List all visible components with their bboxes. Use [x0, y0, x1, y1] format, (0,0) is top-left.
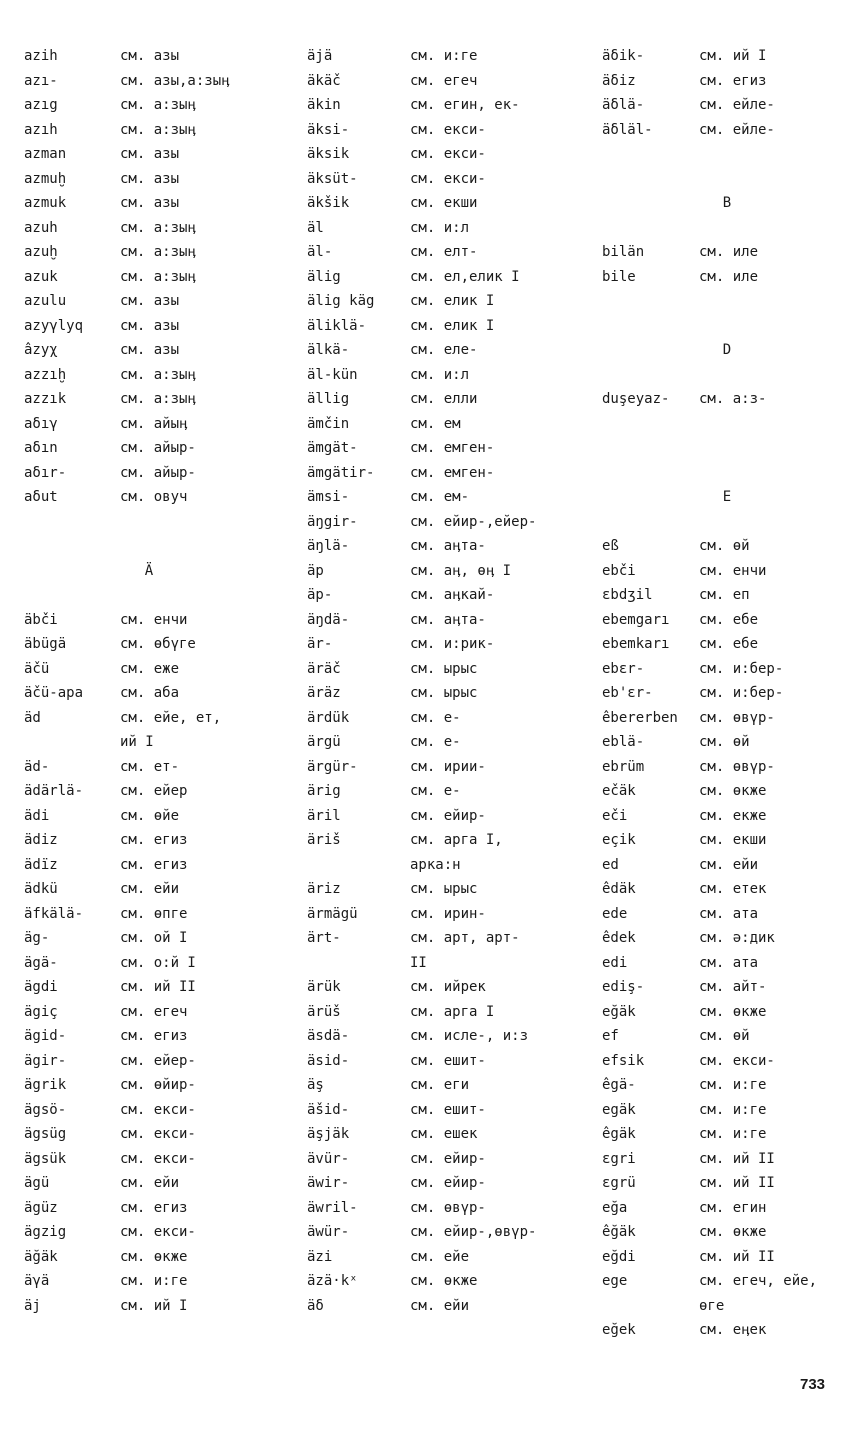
- cross-reference: см. екси-: [699, 1052, 775, 1069]
- cross-reference: см. еп: [699, 587, 750, 603]
- headword: êdäk: [602, 881, 636, 897]
- cross-reference: см. ешек: [410, 1126, 478, 1142]
- cross-reference: см. ирии-: [410, 758, 486, 775]
- headword: äkäč: [307, 72, 341, 89]
- cross-reference: см. емген-: [410, 440, 495, 456]
- cross-reference: см. ейир-,өвүр-: [410, 1224, 537, 1240]
- headword: azıg: [24, 97, 58, 113]
- headword: êbererben: [602, 709, 678, 726]
- headword: äŋlä-: [307, 538, 350, 554]
- headword: äkin: [307, 97, 341, 113]
- cross-reference: см. айыр-: [120, 440, 196, 456]
- cross-reference: арка:н: [410, 856, 461, 873]
- cross-reference: см. ейле-: [699, 97, 775, 113]
- headword: ällig: [307, 391, 350, 407]
- cross-reference: см. ой I: [120, 930, 188, 946]
- cross-reference: II: [410, 954, 427, 971]
- headword: äğäk: [24, 1248, 58, 1265]
- headword: äδiz: [602, 72, 636, 89]
- cross-reference: см. аӊта-: [410, 538, 486, 554]
- cross-reference: см. өкже: [699, 1003, 767, 1020]
- cross-reference: см. и:бер-: [699, 685, 784, 701]
- headword: ef: [602, 1028, 619, 1044]
- headword: äsdä-: [307, 1028, 350, 1044]
- cross-reference: см. өкже: [410, 1273, 478, 1289]
- headword: ämčin: [307, 415, 350, 432]
- headword: äčü: [24, 660, 50, 677]
- headword: ägir-: [24, 1052, 67, 1069]
- headword: ägrik: [24, 1077, 67, 1093]
- cross-reference: см. егеч, ейе,: [699, 1273, 818, 1289]
- section-letter: D: [722, 342, 732, 358]
- headword: êdek: [602, 930, 636, 946]
- cross-reference: см. а:зыӊ: [120, 391, 196, 407]
- headword: ebči: [602, 562, 636, 579]
- headword: ägü: [24, 1175, 50, 1191]
- cross-reference: см. азы,а:зыӊ: [120, 72, 230, 89]
- headword: ede: [602, 905, 628, 922]
- cross-reference: см. азы: [120, 48, 180, 64]
- cross-reference: см. ебе: [699, 611, 759, 628]
- cross-reference: см. айыр-: [120, 464, 196, 481]
- cross-reference: см. арга I: [410, 1003, 495, 1020]
- headword: êgäk: [602, 1126, 636, 1142]
- cross-reference: см. иле: [699, 244, 759, 260]
- cross-reference: см. и:рик-: [410, 636, 495, 652]
- headword: ebrüm: [602, 758, 645, 775]
- headword: eb'ɛr-: [602, 685, 653, 701]
- cross-reference: см. егиз: [699, 72, 767, 89]
- cross-reference: см. ейир-: [410, 807, 486, 824]
- cross-reference: см. егиз: [120, 856, 188, 873]
- headword: ärig: [307, 783, 341, 799]
- headword: efsik: [602, 1052, 645, 1069]
- headword: äş: [307, 1077, 324, 1093]
- headword: ämsi-: [307, 489, 350, 505]
- headword: ɛbdʒil: [602, 587, 653, 603]
- headword: eß: [602, 538, 619, 554]
- cross-reference: см. екши: [699, 832, 767, 848]
- headword: äŋgir-: [307, 513, 358, 530]
- headword: ädïz: [24, 856, 58, 873]
- cross-reference: см. ий I: [120, 1297, 188, 1314]
- cross-reference: см. егиз: [120, 1028, 188, 1044]
- headword: ärmägü: [307, 905, 358, 922]
- headword: eğäk: [602, 1003, 636, 1020]
- cross-reference: см. и:ге: [410, 48, 478, 64]
- headword: ebemgarı: [602, 611, 670, 628]
- headword: ege: [602, 1273, 628, 1289]
- cross-reference: см. айт-: [699, 979, 767, 995]
- cross-reference: см. ейер-: [120, 1052, 196, 1069]
- headword: äril: [307, 807, 341, 824]
- headword: ärgü: [307, 734, 341, 750]
- cross-reference: см. ата: [699, 954, 759, 971]
- headword: ädkü: [24, 881, 58, 897]
- cross-reference: см. азы: [120, 317, 180, 334]
- headword: äsid-: [307, 1052, 350, 1069]
- headword: älkä-: [307, 342, 350, 358]
- headword: ärüš: [307, 1003, 341, 1020]
- cross-reference: см. етек: [699, 881, 767, 897]
- cross-reference: см. өйе: [120, 807, 180, 824]
- headword: azman: [24, 146, 67, 162]
- headword: äl: [307, 219, 324, 236]
- cross-reference: см. ейе, ет,: [120, 709, 222, 726]
- cross-reference: см. енчи: [120, 611, 188, 628]
- headword: azzık: [24, 391, 67, 407]
- cross-reference: см. егеч: [120, 1003, 188, 1020]
- headword: azuḫ: [24, 244, 58, 260]
- cross-reference: см. а:зыӊ: [120, 97, 196, 113]
- headword: äjä: [307, 48, 333, 64]
- headword: ägid-: [24, 1028, 67, 1044]
- headword: ebemkarı: [602, 636, 670, 652]
- section-letter: E: [722, 489, 732, 505]
- cross-reference: см. иле: [699, 268, 759, 285]
- cross-reference: см. ейи: [410, 1297, 470, 1314]
- cross-reference: см. егиз: [120, 832, 188, 848]
- headword: äŋdä-: [307, 611, 350, 628]
- cross-reference: см. а:зыӊ: [120, 244, 196, 260]
- headword: azı-: [24, 72, 58, 89]
- headword: äwril-: [307, 1199, 358, 1216]
- headword: azıh: [24, 121, 58, 138]
- headword: ägiç: [24, 1003, 58, 1020]
- headword: eçik: [602, 832, 636, 848]
- headword: äriš: [307, 832, 341, 848]
- headword: ägsüg: [24, 1126, 67, 1142]
- headword: äliklä-: [307, 317, 367, 334]
- cross-reference: см. и:ге: [699, 1126, 767, 1142]
- cross-reference: см. енчи: [699, 562, 767, 579]
- cross-reference: см. аӊ, өӊ I: [410, 562, 512, 579]
- headword: äδläl-: [602, 121, 653, 138]
- headword: azyγlyq: [24, 317, 84, 334]
- cross-reference: см. ейир-: [410, 1175, 486, 1191]
- cross-reference: см. ата: [699, 905, 759, 922]
- cross-reference: см. овуч: [120, 489, 188, 505]
- headword: äzä·kˣ: [307, 1273, 358, 1289]
- cross-reference: см. арт, арт-: [410, 930, 520, 946]
- headword: ädärlä-: [24, 783, 84, 799]
- cross-reference: см. ырыс: [410, 660, 478, 677]
- headword: äksüt-: [307, 170, 358, 187]
- cross-reference: ий I: [120, 734, 154, 750]
- headword: äγä: [24, 1273, 50, 1289]
- headword: azmuk: [24, 195, 67, 211]
- headword: äl-: [307, 244, 333, 260]
- headword: äriz: [307, 881, 341, 897]
- cross-reference: см. аӊта-: [410, 611, 486, 628]
- headword: äl-kün: [307, 366, 358, 383]
- headword: eğek: [602, 1322, 636, 1338]
- headword: eğdi: [602, 1248, 636, 1265]
- cross-reference: см. азы: [120, 342, 180, 358]
- cross-reference: см. ий II: [699, 1150, 775, 1167]
- headword: ebɛr-: [602, 660, 645, 677]
- cross-reference: см. екси-: [120, 1126, 196, 1142]
- section-letter: Ä: [144, 562, 154, 579]
- headword: azulu: [24, 293, 67, 309]
- headword: ed: [602, 856, 619, 873]
- headword: äwür-: [307, 1224, 350, 1240]
- headword: äg-: [24, 930, 50, 946]
- cross-reference: см. елик I: [410, 317, 495, 334]
- headword: azuh: [24, 219, 58, 236]
- cross-reference: см. и:ге: [120, 1273, 188, 1289]
- headword: äfkälä-: [24, 905, 84, 922]
- cross-reference: см. ий I: [699, 48, 767, 64]
- headword: äd: [24, 709, 41, 726]
- cross-reference: см. и:л: [410, 219, 470, 236]
- cross-reference: см. азы: [120, 195, 180, 211]
- cross-reference: см. е-: [410, 734, 461, 750]
- headword: duşeyaz-: [602, 391, 670, 407]
- cross-reference: см. ейер: [120, 783, 188, 799]
- headword: ädiz: [24, 832, 58, 848]
- cross-reference: см. өй: [699, 1028, 750, 1044]
- headword: ämgät-: [307, 440, 358, 456]
- cross-reference: см. арга I,: [410, 832, 503, 848]
- cross-reference: см. айыӊ: [120, 415, 188, 432]
- cross-reference: см. ә:дик: [699, 930, 775, 946]
- cross-reference: см. азы: [120, 170, 180, 187]
- headword: äδ: [307, 1297, 324, 1314]
- headword: äd-: [24, 758, 50, 775]
- headword: aδıγ: [24, 415, 58, 432]
- cross-reference: см. ейе: [410, 1248, 470, 1265]
- cross-reference: см. өкже: [120, 1248, 188, 1265]
- cross-reference: см. өйир-: [120, 1077, 196, 1093]
- headword: ägdi: [24, 979, 58, 995]
- cross-reference: см. а:зыӊ: [120, 366, 196, 383]
- headword: älig: [307, 268, 341, 285]
- headword: äksik: [307, 146, 350, 162]
- headword: ɛgrü: [602, 1175, 636, 1191]
- cross-reference: см. азы: [120, 293, 180, 309]
- headword: âzyχ: [24, 342, 58, 358]
- cross-reference: см. а:зыӊ: [120, 268, 196, 285]
- headword: azih: [24, 48, 58, 64]
- headword: ärük: [307, 979, 341, 995]
- cross-reference: см. өвүр-: [410, 1199, 486, 1216]
- headword: äräz: [307, 685, 341, 701]
- headword: ärdük: [307, 709, 350, 726]
- cross-reference: см. егиз: [120, 1199, 188, 1216]
- cross-reference: см. ий II: [699, 1175, 775, 1191]
- cross-reference: см. ейир-,ейер-: [410, 513, 537, 530]
- headword: äwir-: [307, 1175, 350, 1191]
- cross-reference: см. өвүр-: [699, 758, 775, 775]
- cross-reference: см. екже: [699, 807, 767, 824]
- headword: ädi: [24, 807, 50, 824]
- cross-reference: см. өкже: [699, 1224, 767, 1240]
- headword: äčü-apa: [24, 685, 84, 701]
- cross-reference: см. елик I: [410, 293, 495, 309]
- cross-reference: см. ырыс: [410, 881, 478, 897]
- headword: äbči: [24, 611, 58, 628]
- cross-reference: см. өй: [699, 538, 750, 554]
- cross-reference: см. ел,елик I: [410, 268, 520, 285]
- headword: ägzig: [24, 1224, 67, 1240]
- headword: ärgür-: [307, 758, 358, 775]
- cross-reference: см. екши: [410, 195, 478, 211]
- cross-reference: см. өпге: [120, 905, 188, 922]
- headword: aδın: [24, 440, 58, 456]
- headword: aδır-: [24, 464, 67, 481]
- cross-reference: см. ирин-: [410, 905, 486, 922]
- headword: êgä-: [602, 1077, 636, 1093]
- headword: ärt-: [307, 930, 341, 946]
- cross-reference: см. ейи: [120, 1175, 180, 1191]
- cross-reference: см. ий II: [699, 1248, 775, 1265]
- cross-reference: см. өвүр-: [699, 709, 775, 726]
- cross-reference: см. ийрек: [410, 979, 486, 995]
- section-letter: B: [722, 195, 732, 211]
- cross-reference: см. егин, ек-: [410, 97, 520, 113]
- headword: ägsük: [24, 1150, 67, 1167]
- cross-reference: см. елт-: [410, 244, 478, 260]
- cross-reference: см. еже: [120, 660, 180, 677]
- headword: egäk: [602, 1101, 636, 1118]
- cross-reference: см. өй: [699, 734, 750, 750]
- cross-reference: см. өбүге: [120, 636, 196, 652]
- cross-reference: см. а:зыӊ: [120, 121, 196, 138]
- cross-reference: см. екси-: [410, 170, 486, 187]
- cross-reference: см. ейи: [120, 881, 180, 897]
- cross-reference: см. еӊек: [699, 1322, 767, 1338]
- cross-reference: см. егин: [699, 1199, 767, 1216]
- headword: är-: [307, 636, 333, 652]
- cross-reference: см. екси-: [120, 1150, 196, 1167]
- headword: aδut: [24, 489, 58, 505]
- cross-reference: см. и:бер-: [699, 660, 784, 677]
- headword: azmuḫ: [24, 170, 67, 187]
- headword: eğa: [602, 1199, 628, 1216]
- cross-reference: см. исле-, и:з: [410, 1028, 529, 1044]
- cross-reference: см. ет-: [120, 758, 180, 775]
- cross-reference: см. екси-: [410, 121, 486, 138]
- headword: äδik-: [602, 48, 645, 64]
- headword: äp-: [307, 587, 333, 603]
- cross-reference: см. е-: [410, 709, 461, 726]
- cross-reference: см. ейир-: [410, 1150, 486, 1167]
- cross-reference: см. а:зыӊ: [120, 219, 196, 236]
- headword: äräč: [307, 660, 341, 677]
- headword: äšid-: [307, 1101, 350, 1118]
- headword: azuk: [24, 268, 58, 285]
- cross-reference: см. еле-: [410, 342, 478, 358]
- headword: eblä-: [602, 734, 645, 750]
- cross-reference: см. а:з-: [699, 391, 767, 407]
- headword: ävür-: [307, 1150, 350, 1167]
- headword: älig käg: [307, 293, 375, 309]
- cross-reference: см. екси-: [410, 146, 486, 162]
- headword: äbügä: [24, 636, 67, 652]
- headword: eči: [602, 807, 628, 824]
- cross-reference: см. ем-: [410, 489, 470, 505]
- cross-reference: см. ейле-: [699, 121, 775, 138]
- headword: ɛgri: [602, 1150, 636, 1167]
- headword: äδlä-: [602, 97, 645, 113]
- cross-reference: см. и:ге: [699, 1101, 767, 1118]
- cross-reference: см. ий II: [120, 979, 196, 995]
- headword: ägüz: [24, 1199, 58, 1216]
- headword: bile: [602, 268, 636, 285]
- cross-reference: см. ейи: [699, 856, 759, 873]
- headword: äkšik: [307, 195, 350, 211]
- cross-reference: см. ырыс: [410, 685, 478, 701]
- headword: ediş-: [602, 979, 645, 995]
- cross-reference: см. ебе: [699, 636, 759, 652]
- cross-reference: см. аба: [120, 685, 180, 701]
- headword: bilän: [602, 244, 645, 260]
- cross-reference: см. азы: [120, 146, 180, 162]
- cross-reference: см. ешит-: [410, 1101, 486, 1118]
- headword: ečäk: [602, 783, 636, 799]
- headword: äj: [24, 1297, 41, 1314]
- cross-reference: см. ем: [410, 415, 461, 432]
- cross-reference: см. ешит-: [410, 1052, 486, 1069]
- cross-reference: см. аӊкай-: [410, 587, 495, 603]
- cross-reference: см. и:ге: [699, 1077, 767, 1093]
- cross-reference: см. и:л: [410, 366, 470, 383]
- headword: äp: [307, 562, 324, 579]
- cross-reference: см. екси-: [120, 1224, 196, 1240]
- headword: äzi: [307, 1248, 333, 1265]
- cross-reference: см. елли: [410, 391, 478, 407]
- headword: äksi-: [307, 121, 350, 138]
- cross-reference: см. о:й I: [120, 954, 196, 971]
- headword: ämgätir-: [307, 464, 375, 481]
- cross-reference: см. е-: [410, 783, 461, 799]
- headword: äşjäk: [307, 1126, 350, 1142]
- page-number: 733: [800, 1376, 826, 1393]
- cross-reference: см. өкже: [699, 783, 767, 799]
- headword: edi: [602, 954, 628, 971]
- headword: ägsö-: [24, 1101, 67, 1118]
- cross-reference: өге: [699, 1297, 725, 1314]
- headword: ägä-: [24, 954, 58, 971]
- cross-reference: см. емген-: [410, 464, 495, 481]
- headword: azzıḫ: [24, 366, 67, 383]
- cross-reference: см. еги: [410, 1077, 470, 1093]
- headword: êğäk: [602, 1224, 636, 1240]
- cross-reference: см. егеч: [410, 72, 478, 89]
- cross-reference: см. екси-: [120, 1101, 196, 1118]
